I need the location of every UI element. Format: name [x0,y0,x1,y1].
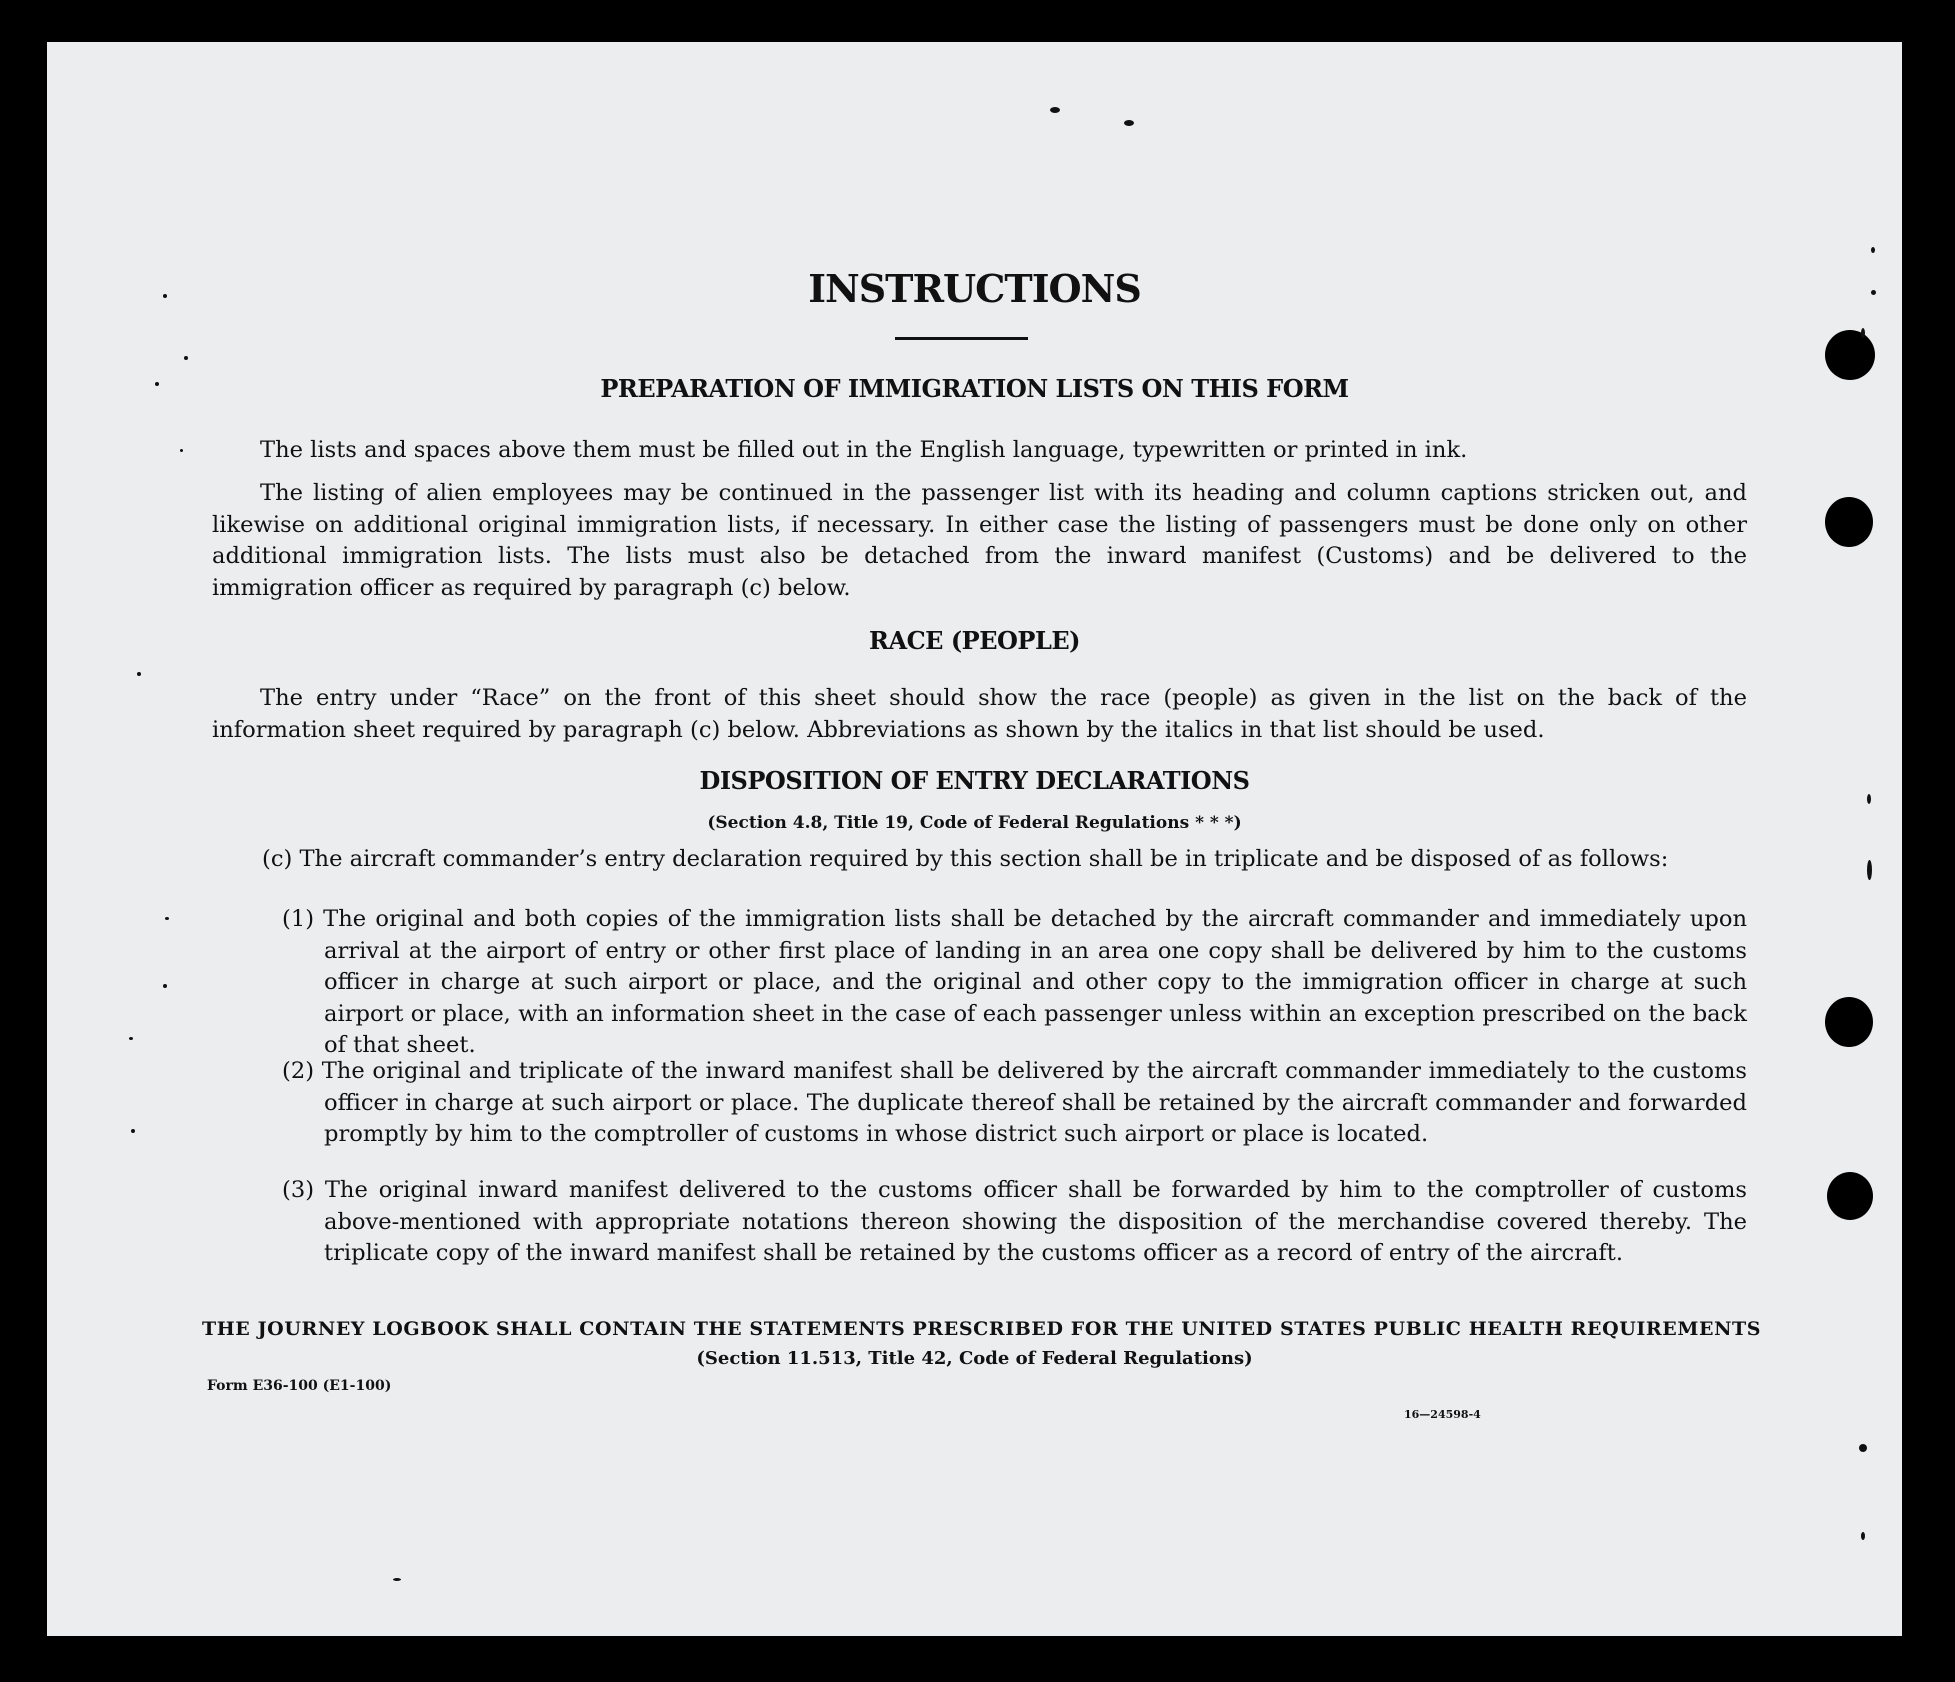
document-page [47,42,1902,1636]
speck [1124,120,1134,126]
speck [1861,1532,1865,1540]
title-underline [895,337,1028,340]
speck [180,449,183,452]
print-code: 16—24598-4 [1404,1408,1481,1421]
speck [1861,328,1865,338]
public-health-citation: (Section 11.513, Title 42, Code of Federal Regulations) [696,1348,1253,1369]
speck [1859,1444,1867,1452]
form-number: Form E36-100 (E1-100) [207,1378,392,1394]
disposition-item-2: (2) The original and triplicate of the inward manifest shall be delivered by the aircraft commander immediately to the customs officer in charge at such airport or place. The duplicate thereof shall be retained by the aircraft commander and forwarded promptly by him to the comptroller of customs in whose district such airport or place is located. [282,1058,1747,1147]
punch-hole [1827,1172,1873,1220]
preparation-paragraph-1: The lists and spaces above them must be filled out in the English language, typewritten or printed in ink. [260,437,1468,463]
punch-hole [1825,497,1873,547]
disposition-item-3: (3) The original inward manifest delivered to the customs officer shall be forwarded by him to the comptroller of customs above-mentioned with appropriate notations thereon showing the disposition of the merchandise covered thereby. The triplicate copy of the inward manifest shall be retained by the customs officer as a record of entry of the aircraft. [282,1177,1747,1266]
disposition-item-1: (1) The original and both copies of the immigration lists shall be detached by the aircraft commander and immediately upon arrival at the airport of entry or other first place of landing in an area one copy shall be delivered by him to the customs officer in charge at such airport or place, and the original and other copy to the immigration officer in charge at such airport or place, with an information sheet in the case of each passenger unless within an exception prescribed on the back of that sheet. [282,906,1747,1058]
speck [165,917,169,920]
section-heading-preparation: PREPARATION OF IMMIGRATION LISTS ON THIS FORM [600,374,1349,403]
race-paragraph: The entry under “Race” on the front of this sheet should show the race (people) as given in the list on the back of the information sheet required by paragraph (c) below. Abbreviations as shown by the italics in that list should be used. [212,685,1747,743]
speck [1871,247,1875,253]
section-heading-disposition: DISPOSITION OF ENTRY DECLARATIONS [699,766,1250,795]
page-title: INSTRUCTIONS [808,266,1141,311]
speck [1867,860,1872,880]
speck [129,1037,133,1040]
punch-hole [1825,330,1875,380]
speck [163,984,167,988]
speck [1050,107,1060,113]
speck [184,356,188,360]
disposition-intro: (c) The aircraft commander’s entry declaration required by this section shall be in triplicate and be disposed of as follows: [262,846,1669,872]
preparation-paragraph-2: The listing of alien employees may be continued in the passenger list with its heading and column captions stricken out, and likewise on additional original immigration lists, if necessary. In either case the listing of passengers must be done only on other additional immigration lists. The lists must also be detached from the inward manifest (Customs) and be delivered to the immigration officer as required by paragraph (c) below. [212,480,1747,601]
punch-hole [1825,997,1873,1047]
bleed-through-text [767,182,779,206]
speck [137,672,141,676]
public-health-statement: THE JOURNEY LOGBOOK SHALL CONTAIN THE STATEMENTS PRESCRIBED FOR THE UNITED STATES PUBLIC HEALTH REQUIREMENTS [202,1318,1762,1340]
speck [1867,794,1871,804]
speck [393,1578,401,1581]
speck [131,1129,135,1133]
section-heading-race: RACE (PEOPLE) [869,626,1080,655]
disposition-citation: (Section 4.8, Title 19, Code of Federal Regulations * * *) [707,813,1242,833]
